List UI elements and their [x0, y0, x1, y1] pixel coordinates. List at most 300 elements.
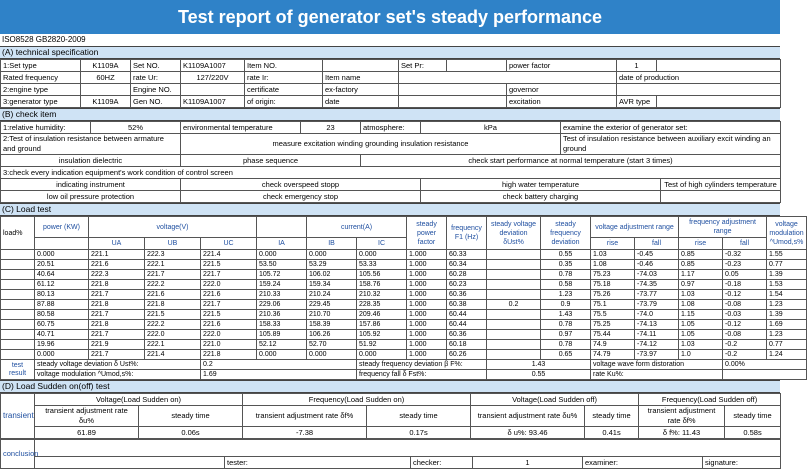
load-cell: 222.3 [89, 270, 145, 280]
load-cell: 1.39 [767, 270, 807, 280]
freq-header: frequency F1 (Hz) [447, 217, 487, 250]
load-cell: 1.000 [407, 350, 447, 360]
transient-label: transient [1, 394, 35, 439]
load-cell: 53.33 [357, 260, 407, 270]
load-cell: 0.000 [35, 350, 89, 360]
highcyl-label: Test of high cylinders temperature [661, 179, 781, 191]
load-cell [1, 310, 35, 320]
power-header: power (KW) [35, 217, 89, 238]
empty-cell [661, 191, 781, 203]
temp-label: environmental temperature [181, 122, 301, 134]
sfd-result-value: 1.43 [487, 360, 591, 370]
load-cell: 221.7 [145, 270, 201, 280]
load-cell: 1.000 [407, 320, 447, 330]
f-on-value: -7.38 [243, 427, 367, 439]
checker-value: 1 [473, 457, 583, 469]
empty-cell [35, 457, 225, 469]
steady-header: steady time [367, 406, 471, 427]
section-c-header: (C) Load test [0, 203, 780, 216]
spec-cell [323, 60, 399, 72]
condition-label: 3:check every indication equipment's work condition of control screen [1, 167, 781, 179]
sudden-header-row [1, 394, 781, 406]
fall-header: fall [635, 238, 679, 250]
load-cell: 0.85 [679, 250, 723, 260]
load-cell: 210.24 [307, 290, 357, 300]
f-off-value: δ f%: 11.43 [639, 427, 725, 439]
spec-cell: 1 [617, 60, 657, 72]
sudden-table [0, 393, 781, 439]
load-cell: 157.86 [357, 320, 407, 330]
load-cell: 228.35 [357, 300, 407, 310]
load-cell: 210.32 [357, 290, 407, 300]
load-cell: 87.88 [35, 300, 89, 310]
rise-header: rise [591, 238, 635, 250]
load-cell: -0.03 [723, 310, 767, 320]
v-off-header: Voltage(Load Sudden off) [471, 394, 639, 406]
load-cell [487, 350, 541, 360]
sudden-values-row [1, 427, 781, 439]
load-cell: 1.000 [407, 310, 447, 320]
load-cell: 105.89 [257, 330, 307, 340]
load-cell: 221.8 [89, 280, 145, 290]
load-cell [487, 310, 541, 320]
svd-result-value: 0.2 [201, 360, 357, 370]
load-row [1, 350, 807, 360]
load-cell: 221.8 [145, 300, 201, 310]
load-cell: 0.000 [357, 350, 407, 360]
load-cell: 221.7 [201, 300, 257, 310]
load-cell: 1.000 [407, 280, 447, 290]
conclusion-label: conclusion [1, 440, 35, 469]
load-cell: 1.08 [679, 300, 723, 310]
check-row-4 [1, 167, 781, 179]
spec-cell: power factor [507, 60, 617, 72]
load-cell: 1.05 [679, 330, 723, 340]
load-cell: -74.12 [635, 340, 679, 350]
standard-label: ISO8528 GB2820-2009 [2, 35, 86, 44]
emergency-label: check emergency stop [181, 191, 421, 203]
spec-row-1 [1, 60, 781, 72]
indicating-label: indicating instrument [1, 179, 181, 191]
rate-label: rate Ku%: [591, 370, 723, 380]
v-on-value: 61.89 [35, 427, 139, 439]
spec-cell [399, 72, 617, 84]
spec-cell: Set Pr: [399, 60, 447, 72]
load-cell [487, 250, 541, 260]
spec-cell: date of production [617, 72, 781, 84]
load-row [1, 250, 807, 260]
highwater-label: high water temperature [421, 179, 661, 191]
load-cell: 60.44 [447, 310, 487, 320]
signature-row [1, 457, 781, 469]
load-cell: 222.3 [145, 250, 201, 260]
load-cell: 0.78 [541, 340, 591, 350]
v-off-value: δ u%: 93.46 [471, 427, 585, 439]
exterior-label: examine the exterior of generator set: [561, 122, 781, 134]
load-cell: 80.58 [35, 310, 89, 320]
load-cell: 0.000 [307, 350, 357, 360]
load-cell [1, 280, 35, 290]
check-row-2 [1, 134, 781, 155]
svd-result-label: steady voltage deviation δ Ust%: [35, 360, 201, 370]
voltage-header: voltage(V) [89, 217, 257, 238]
load-cell: 221.6 [201, 290, 257, 300]
load-cell: 1.08 [591, 260, 635, 270]
ub-header: UB [145, 238, 201, 250]
spec-cell [617, 84, 781, 96]
load-cell: 222.1 [145, 260, 201, 270]
section-b-header: (B) check item [0, 108, 780, 121]
load-cell: -73.79 [635, 300, 679, 310]
load-cell: 222.0 [201, 330, 257, 340]
section-d-header: (D) Load Sudden on(off) test [0, 380, 780, 393]
load-cell: -73.77 [635, 290, 679, 300]
ic-header: IC [357, 238, 407, 250]
atm-label: atmosphere: [361, 122, 421, 134]
load-cell [487, 260, 541, 270]
spec-cell: Rated frequency [1, 72, 81, 84]
load-cell: 52.70 [307, 340, 357, 350]
load-cell: 210.33 [257, 290, 307, 300]
v-on-header: Voltage(Load Sudden on) [35, 394, 243, 406]
empty-cell [35, 238, 89, 250]
check-row-1 [1, 122, 781, 134]
spec-cell: ex-factory [323, 84, 399, 96]
load-cell [1, 340, 35, 350]
load-cell: 60.23 [447, 280, 487, 290]
load-cell: 0.55 [541, 250, 591, 260]
load-cell: 158.39 [307, 320, 357, 330]
load-cell: -0.12 [723, 320, 767, 330]
footer-table [0, 439, 781, 469]
load-cell: 221.6 [201, 320, 257, 330]
signature-label: signature: [703, 457, 781, 469]
load-cell: 221.7 [89, 350, 145, 360]
load-cell: 0.77 [767, 340, 807, 350]
f-on-time: 0.17s [367, 427, 471, 439]
load-cell: 75.25 [591, 320, 635, 330]
humidity-value: 52% [91, 122, 181, 134]
sudden-subheader-row [1, 406, 781, 427]
load-cell: 1.23 [767, 300, 807, 310]
test-result-label: test result [1, 360, 35, 380]
load-cell [1, 270, 35, 280]
insulation-auxiliary: Test of insulation resistance between auxiliary excit winding an ground [561, 134, 781, 155]
load-row [1, 260, 807, 270]
load-cell: 222.2 [145, 320, 201, 330]
spec-cell: 2:engine type [1, 84, 81, 96]
load-cell: 0.78 [541, 320, 591, 330]
tester-label: tester: [225, 457, 411, 469]
spec-cell: Item NO. [245, 60, 323, 72]
load-cell: 1.24 [767, 350, 807, 360]
spec-cell: Set NO. [131, 60, 181, 72]
load-cell: 1.03 [679, 340, 723, 350]
wave-label: voltage wave form distoration [591, 360, 723, 370]
load-cell [487, 290, 541, 300]
load-cell: 106.26 [307, 330, 357, 340]
load-cell: 0.000 [35, 250, 89, 260]
load-cell [1, 320, 35, 330]
load-cell: 1.000 [407, 270, 447, 280]
load-cell: 0.77 [767, 260, 807, 270]
load-cell: 20.51 [35, 260, 89, 270]
load-cell: 1.03 [591, 250, 635, 260]
load-cell: -74.0 [635, 310, 679, 320]
var-header: voltage adjustment range [591, 217, 679, 238]
load-cell: 221.5 [201, 260, 257, 270]
spec-cell: K1109A [81, 96, 131, 108]
load-cell: 60.18 [447, 340, 487, 350]
load-cell: 51.92 [357, 340, 407, 350]
load-row [1, 320, 807, 330]
fall2-header: fall [723, 238, 767, 250]
load-row [1, 340, 807, 350]
load-cell: -74.11 [635, 330, 679, 340]
load-row [1, 330, 807, 340]
dielectric-label: insulation dielectric [1, 155, 181, 167]
load-cell: 221.4 [145, 350, 201, 360]
examiner-label: examiner: [583, 457, 703, 469]
humidity-label: 1:relative humidity: [1, 122, 91, 134]
load-cell: 0.000 [357, 250, 407, 260]
load-cell: 60.44 [447, 320, 487, 330]
ff-result-label: frequency fall δ Fst%: [357, 370, 487, 380]
load-cell: 60.26 [447, 350, 487, 360]
load-cell: 75.23 [591, 270, 635, 280]
load-cell: -0.45 [635, 250, 679, 260]
checker-label: checker: [411, 457, 473, 469]
load-cell: -0.46 [635, 260, 679, 270]
load-cell: 210.36 [257, 310, 307, 320]
load-cell [1, 290, 35, 300]
spec-cell: K1109A1007 [181, 96, 245, 108]
result-row-1 [1, 360, 807, 370]
vm-header: voltage modulation ^Umod,s% [767, 217, 807, 250]
load-cell: 60.36 [447, 330, 487, 340]
load-cell: -0.23 [723, 260, 767, 270]
load-cell: 222.2 [145, 280, 201, 290]
spec-cell: AVR type [617, 96, 657, 108]
steady2-header: steady time [585, 406, 639, 427]
load-cell: 221.5 [201, 310, 257, 320]
ib-header: IB [307, 238, 357, 250]
load-cell: 40.71 [35, 330, 89, 340]
load-cell: 221.1 [89, 250, 145, 260]
load-test-table [0, 216, 807, 380]
ia-header: IA [257, 238, 307, 250]
load-body [1, 250, 807, 360]
load-cell [1, 300, 35, 310]
f-on-header: Frequency(Load Sudden on) [243, 394, 471, 406]
load-cell: 1.0 [679, 350, 723, 360]
spec-row-3 [1, 84, 781, 96]
spec-cell [657, 96, 781, 108]
sfd-result-label: steady frequency deviation β F%: [357, 360, 487, 370]
load-cell: 75.1 [591, 300, 635, 310]
load-cell: 1.53 [767, 280, 807, 290]
steady3-header: steady time [725, 406, 781, 427]
load-cell [1, 260, 35, 270]
spec-row-4 [1, 96, 781, 108]
load-cell: 1.23 [541, 290, 591, 300]
load-cell: 1.000 [407, 300, 447, 310]
spec-cell: Item name [323, 72, 399, 84]
load-cell: 209.46 [357, 310, 407, 320]
load-cell: 0.85 [679, 260, 723, 270]
load-cell: 1.69 [767, 320, 807, 330]
load-cell: 158.33 [257, 320, 307, 330]
load-cell: 222.0 [145, 330, 201, 340]
load-cell: 221.7 [89, 330, 145, 340]
load-cell: 0.78 [541, 270, 591, 280]
spec-table [0, 59, 781, 108]
load-cell: 1.000 [407, 250, 447, 260]
load-cell: 105.56 [357, 270, 407, 280]
load-cell: 221.8 [89, 320, 145, 330]
load-cell: 221.7 [89, 290, 145, 300]
load-cell: 0.97 [541, 330, 591, 340]
lowoil-label: low oil pressure protection [1, 191, 181, 203]
load-cell: -0.12 [723, 290, 767, 300]
load-cell: 60.75 [35, 320, 89, 330]
load-cell: 0.000 [257, 350, 307, 360]
steady-header: steady time [139, 406, 243, 427]
load-cell: 52.12 [257, 340, 307, 350]
tar-u-header: transient adjustment rate δu% [35, 406, 139, 427]
spec-cell: rate Ur: [131, 72, 181, 84]
insulation-armature: 2:Test of insulation resistance between armature and ground [1, 134, 181, 155]
load-cell: 1.54 [767, 290, 807, 300]
spec-cell: excitation [507, 96, 617, 108]
load-cell: 229.06 [257, 300, 307, 310]
page-title: Test report of generator set's steady performance [0, 0, 780, 34]
load-cell: -74.35 [635, 280, 679, 290]
load-cell: 159.34 [307, 280, 357, 290]
load-header: load% [1, 217, 35, 250]
load-cell: 53.50 [257, 260, 307, 270]
load-cell: 210.70 [307, 310, 357, 320]
load-cell: 158.76 [357, 280, 407, 290]
spec-cell: rate Ir: [245, 72, 323, 84]
load-cell [1, 350, 35, 360]
load-cell: 1.23 [767, 330, 807, 340]
load-cell: 106.02 [307, 270, 357, 280]
load-cell: 221.8 [201, 350, 257, 360]
load-cell: 1.000 [407, 340, 447, 350]
load-cell: 0.97 [679, 280, 723, 290]
load-cell [487, 330, 541, 340]
load-cell: 74.79 [591, 350, 635, 360]
load-cell: 229.45 [307, 300, 357, 310]
check-row-3 [1, 155, 781, 167]
spec-cell: K1109A1007 [181, 60, 245, 72]
load-cell: 105.72 [257, 270, 307, 280]
vm-result-value: 1.69 [201, 370, 357, 380]
load-cell: 1.15 [679, 310, 723, 320]
load-cell: 221.6 [89, 260, 145, 270]
rate-value [723, 370, 807, 380]
load-cell: 60.38 [447, 300, 487, 310]
rise2-header: rise [679, 238, 723, 250]
load-cell: 75.5 [591, 310, 635, 320]
load-cell: 0.000 [307, 250, 357, 260]
load-cell: 222.0 [201, 280, 257, 290]
load-cell: 0.000 [257, 250, 307, 260]
load-cell: 0.2 [487, 300, 541, 310]
load-cell: 1.000 [407, 330, 447, 340]
current-header: current(A) [307, 217, 407, 238]
check-table [0, 121, 781, 203]
load-cell: 105.92 [357, 330, 407, 340]
phase-label: phase sequence [181, 155, 361, 167]
spec-cell: Gen NO. [131, 96, 181, 108]
load-cell: 19.96 [35, 340, 89, 350]
v-off-time: 0.41s [585, 427, 639, 439]
tar-u2-header: transient adjustment rate δu% [471, 406, 585, 427]
load-cell: -74.03 [635, 270, 679, 280]
load-cell: 221.6 [145, 290, 201, 300]
sfd-header: steady frequency deviation [541, 217, 591, 250]
load-cell [1, 250, 35, 260]
load-cell: 53.29 [307, 260, 357, 270]
spec-row-2 [1, 72, 781, 84]
load-cell: 1.03 [679, 290, 723, 300]
load-cell: 221.4 [201, 250, 257, 260]
conclusion-row [1, 440, 781, 457]
load-cell: 221.9 [89, 340, 145, 350]
result-row-2 [1, 370, 807, 380]
overspeed-label: check overspeed stopp [181, 179, 421, 191]
load-cell: 221.7 [201, 270, 257, 280]
section-a-header: (A) technical specification [0, 46, 780, 59]
spec-cell: Engine NO. [131, 84, 181, 96]
load-cell: 222.1 [145, 340, 201, 350]
spec-cell [81, 84, 131, 96]
load-cell: 60.28 [447, 270, 487, 280]
load-row [1, 290, 807, 300]
ua-header: UA [89, 238, 145, 250]
load-cell: 1.000 [407, 260, 447, 270]
spec-cell: K1109A [81, 60, 131, 72]
spec-cell [447, 60, 507, 72]
spec-cell [657, 60, 781, 72]
load-cell: 75.44 [591, 330, 635, 340]
load-cell [1, 330, 35, 340]
load-cell [487, 270, 541, 280]
load-cell: 1.39 [767, 310, 807, 320]
load-cell [487, 340, 541, 350]
f-off-time: 0.58s [725, 427, 781, 439]
load-cell: 0.58 [541, 280, 591, 290]
load-cell [487, 280, 541, 290]
start-label: check start performance at normal temperature (start 3 times) [361, 155, 781, 167]
load-cell: 1.17 [679, 270, 723, 280]
load-cell: 1.000 [407, 290, 447, 300]
load-cell: 60.36 [447, 290, 487, 300]
load-row [1, 280, 807, 290]
load-cell: 75.18 [591, 280, 635, 290]
load-cell: -0.08 [723, 300, 767, 310]
load-cell: 221.0 [201, 340, 257, 350]
load-cell [487, 320, 541, 330]
load-cell: -0.08 [723, 330, 767, 340]
spec-cell: governor [507, 84, 617, 96]
vm-result-label: voltage modulation ^Umod,s%: [35, 370, 201, 380]
load-cell: 1.05 [679, 320, 723, 330]
pf-header: steady power factor [407, 217, 447, 250]
load-cell: 0.35 [541, 260, 591, 270]
